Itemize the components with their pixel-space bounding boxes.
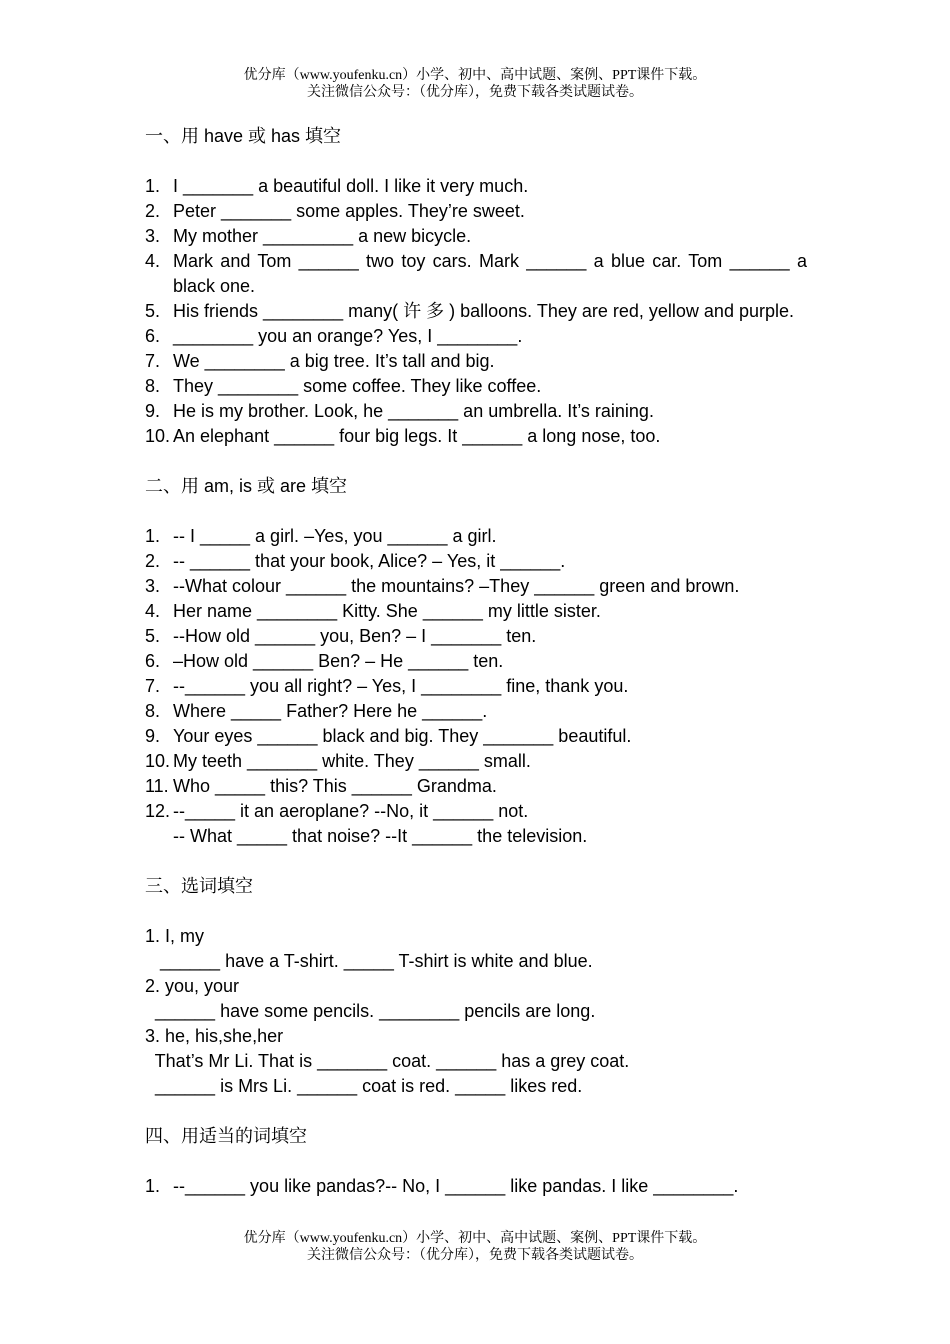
question-number: 5. — [145, 301, 161, 321]
question-number: 8. — [145, 701, 161, 721]
question-number: 1. — [145, 1176, 161, 1196]
choice-line: ______ have a T-shirt. _____ T-shirt is white and blue. — [145, 951, 593, 971]
question-text: My teeth _______ white. They ______ small. — [173, 751, 531, 771]
question-number: 9. — [145, 726, 161, 746]
question-text: Peter _______ some apples. They’re sweet. — [173, 201, 525, 221]
question-number: 3. — [145, 576, 161, 596]
question-item — [145, 624, 807, 649]
question-number: 1. — [145, 526, 161, 546]
question-number: 3. — [145, 226, 161, 246]
question-item — [145, 199, 807, 224]
question-item — [145, 299, 807, 324]
question-number: 10. — [145, 426, 171, 446]
section-3-title: 三、选词填空 — [145, 876, 253, 896]
question-item — [145, 249, 807, 299]
question-item — [145, 324, 807, 349]
question-text: -- I _____ a girl. –Yes, you ______ a girl. — [173, 526, 497, 546]
page-header — [0, 67, 950, 101]
question-number: 1. — [145, 176, 161, 196]
question-text: My mother _________ a new bicycle. — [173, 226, 472, 246]
section-4-title: 四、用适当的词填空 — [145, 1126, 307, 1146]
header-line-1: 优分库（www.youfenku.cn）小学、初中、高中试题、案例、PPT课件下载。 — [243, 68, 707, 83]
header-line-2: 关注微信公众号：（优分库），免费下载各类试题试卷。 — [307, 85, 643, 100]
question-number: 9. — [145, 401, 161, 421]
choice-line: 1. I, my — [145, 926, 205, 946]
question-number: 11. — [145, 776, 169, 796]
question-item — [145, 374, 807, 399]
question-item — [145, 399, 807, 424]
footer-line-1: 优分库（www.youfenku.cn）小学、初中、高中试题、案例、PPT课件下载。 — [243, 1231, 707, 1246]
question-text: Her name ________ Kitty. She ______ my little sister. — [173, 601, 601, 621]
footer-line-2: 关注微信公众号：（优分库），免费下载各类试题试卷。 — [307, 1248, 643, 1263]
choice-line: That’s Mr Li. That is _______ coat. ______ has a grey coat. — [145, 1051, 630, 1071]
question-item — [145, 549, 807, 574]
question-number: 4. — [145, 251, 161, 271]
question-item — [145, 649, 807, 674]
choice-line: 3. he, his,she,her — [145, 1026, 284, 1046]
question-item — [145, 524, 807, 549]
question-item — [145, 699, 807, 724]
section-2-list — [145, 524, 807, 849]
choice-line: ______ is Mrs Li. ______ coat is red. _____ likes red. — [145, 1076, 583, 1096]
worksheet-body — [145, 124, 807, 1199]
question-text: --______ you like pandas?-- No, I ______ like pandas. I like ________. — [173, 1176, 739, 1196]
question-text: ________ you an orange? Yes, I ________. — [173, 326, 523, 346]
question-text: -- ______ that your book, Alice? – Yes, it ______. — [173, 551, 566, 571]
question-number: 10. — [145, 751, 171, 771]
section-4-list — [145, 1174, 807, 1199]
question-item — [145, 749, 807, 774]
section-3-list — [145, 924, 807, 1099]
question-item — [145, 424, 807, 449]
question-number: 12. — [145, 801, 171, 821]
question-text: --What colour ______ the mountains? –They ______ green and brown. — [173, 576, 740, 596]
question-text: An elephant ______ four big legs. It ______ a long nose, too. — [173, 426, 661, 446]
question-text: Who _____ this? This ______ Grandma. — [173, 776, 497, 796]
question-item — [145, 599, 807, 624]
question-number: 2. — [145, 201, 161, 221]
question-number: 4. — [145, 601, 161, 621]
question-text: --_____ it an aeroplane? --No, it ______ not. — [173, 801, 529, 821]
question-number: 5. — [145, 626, 161, 646]
question-number: 6. — [145, 326, 161, 346]
section-1-list — [145, 174, 807, 449]
question-item — [145, 724, 807, 749]
question-item — [145, 574, 807, 599]
question-text: We ________ a big tree. It’s tall and big. — [173, 351, 495, 371]
question-text: Your eyes ______ black and big. They _______ beautiful. — [173, 726, 632, 746]
choice-line: 2. you, your — [145, 976, 240, 996]
question-text: --______ you all right? – Yes, I ________ fine, thank you. — [173, 676, 629, 696]
question-item — [145, 349, 807, 374]
question-text: –How old ______ Ben? – He ______ ten. — [173, 651, 504, 671]
question-number: 2. — [145, 551, 161, 571]
question-item — [145, 824, 807, 849]
page-footer — [0, 1230, 950, 1264]
question-item — [145, 799, 807, 824]
question-text: They ________ some coffee. They like coffee. — [173, 376, 542, 396]
question-text: His friends ________ many( 许 多 ) balloons. They are red, yellow and purple. — [173, 301, 794, 321]
question-number: 6. — [145, 651, 161, 671]
question-text: He is my brother. Look, he _______ an umbrella. It’s raining. — [173, 401, 654, 421]
question-text: --How old ______ you, Ben? – I _______ ten. — [173, 626, 537, 646]
question-number: 7. — [145, 676, 161, 696]
question-text: -- What _____ that noise? --It ______ the television. — [173, 826, 588, 846]
question-text: I _______ a beautiful doll. I like it very much. — [173, 176, 529, 196]
choice-line: ______ have some pencils. ________ pencils are long. — [145, 1001, 596, 1021]
question-number — [145, 824, 173, 849]
question-item — [145, 174, 807, 199]
question-number: 8. — [145, 376, 161, 396]
question-item — [145, 674, 807, 699]
question-text: Where _____ Father? Here he ______. — [173, 701, 488, 721]
question-item — [145, 224, 807, 249]
question-number: 7. — [145, 351, 161, 371]
section-2-title: 二、用 am, is 或 are 填空 — [145, 476, 348, 496]
question-item — [145, 774, 807, 799]
question-item — [145, 1174, 807, 1199]
question-text: Mark and Tom ______ two toy cars. Mark ______ a blue car. Tom ______ a black one. — [173, 251, 807, 296]
section-1-title: 一、用 have 或 has 填空 — [145, 126, 342, 146]
